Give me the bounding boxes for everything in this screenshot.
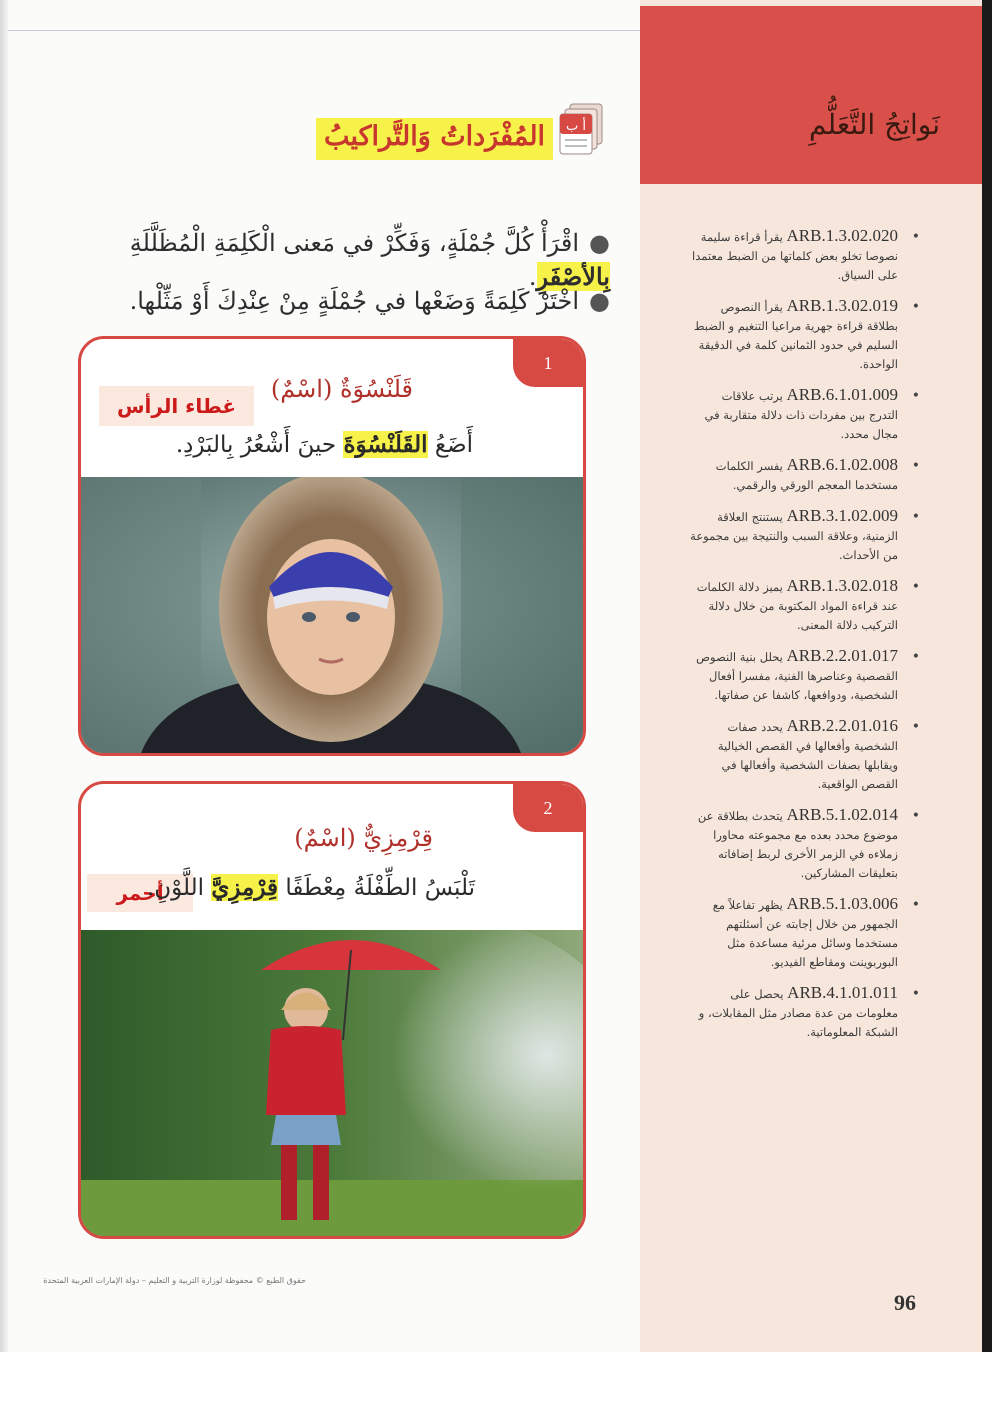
bullet-icon: • xyxy=(911,808,920,824)
bullet-icon: • xyxy=(911,897,920,913)
outcome-item: • ARB.1.3.02.019 يقرأ النصوص بطلاقة قراءة جهرية مراعيا التنغيم و الضبط السليم في حدود الثمانين كلمة في الدقيقة الواحدة. xyxy=(693,296,920,371)
outcome-item: • ARB.1.3.02.018 يميز دلالة الكلمات عند قراءة المواد المكتوبة من خلال دلالة التركيب دلالة المعنى. xyxy=(696,576,920,632)
vocabulary-cards-icon xyxy=(556,102,606,156)
vocab-card-1 xyxy=(78,336,586,756)
highlighted-word: بِالأصْفَرِ xyxy=(536,262,610,291)
bullet-icon: • xyxy=(911,458,920,474)
vocab-card-2 xyxy=(78,781,586,1239)
svg-text:أ ب: أ ب xyxy=(566,119,586,134)
vocab-word: قِرْمِزِيٌّ (اسْمٌ) xyxy=(294,824,433,852)
outcome-item: • ARB.1.3.02.020 يقرأ قراءة سليمة نصوصا تخلو بعض كلماتها من الضبط معتمدا على السياق. xyxy=(692,226,920,282)
learning-outcomes-title: نَواتِجُ التَّعَلُّمِ xyxy=(809,108,940,141)
page-number: 96 xyxy=(894,1290,916,1315)
gloss-box: غطاء الرأس xyxy=(99,386,254,426)
example-sentence: أَضَعُ القَلَنْسُوَةَ حينَ أَشْعُرُ بِالبَرْدِ. xyxy=(175,431,473,458)
copyright-note: حقوق الطبع © محفوظة لوزارة التربية و التعليم – دولة الإمارات العربية المتحدة xyxy=(43,1276,306,1285)
girl-with-red-umbrella-photo xyxy=(81,930,583,1236)
page-bottom-margin xyxy=(0,1352,992,1403)
outcome-item: • ARB.3.1.02.009 يستنتج العلاقة الزمنية، وعلاقة السبب والنتيجة بين مجموعة من الأحداث. xyxy=(690,506,920,562)
page-right-edge xyxy=(982,0,992,1403)
outcome-item: • ARB.5.1.02.014 يتحدث بطلاقة عن موضوع محدد بعده مع مجموعته محاورا زملاءه في الزمر الأخرى لربط إضافاته بتعليقات المشاركين. xyxy=(697,805,920,880)
bullet-icon: • xyxy=(911,986,920,1002)
outcome-item: • ARB.6.1.01.009 يرتب علاقات التدرج بين مفردات ذات دلالة متقاربة في مجال محدد. xyxy=(704,385,920,441)
top-rule xyxy=(8,30,640,31)
section-title: المُفْرَداتُ وَالتَّراكيبُ xyxy=(316,118,553,160)
outcome-item: • ARB.4.1.01.011 يحصل على معلومات من عدة مصادر مثل المقابلات، و الشبكة المعلوماتية. xyxy=(698,983,920,1039)
card-number-badge: 1 xyxy=(513,339,583,387)
bullet-icon: ● xyxy=(589,287,610,315)
bullet-icon: • xyxy=(911,649,920,665)
gloss-box: أحمر xyxy=(87,874,193,912)
example-sentence: تَلْبَسُ الطِّفْلَةُ مِعْطَفًا قِرْمِزِيَّ اللَّوْنِ. xyxy=(146,874,475,901)
instruction-2: ●اخْتَرْ كَلِمَةً وَضَعْها في جُمْلَةٍ مِنْ عِنْدِكَ أَوْ مَثِّلْها. xyxy=(129,287,610,315)
bullet-icon: ● xyxy=(589,229,610,257)
bullet-icon: • xyxy=(911,388,920,404)
bullet-icon: • xyxy=(911,719,920,735)
instruction-1: ●اقْرَأْ كُلَّ جُمْلَةٍ، وَفَكِّرْ في مَعنى الْكَلِمَةِ الْمُظَلَّلَةِ بِالأصْفَرِ. xyxy=(129,229,610,291)
highlighted-word: القَلَنْسُوَةَ xyxy=(343,431,428,458)
page-binding-edge xyxy=(0,0,8,1403)
card-number-badge: 2 xyxy=(513,784,583,832)
bullet-icon: • xyxy=(911,579,920,595)
bullet-icon: • xyxy=(911,229,920,245)
highlighted-word: قِرْمِزِيَّ xyxy=(211,874,279,901)
outcome-item: • ARB.2.2.01.017 يحلل بنية النصوص القصصية وعناصرها الفنية، مفسرا أفعال الشخصية، ودوافعها، كاشفا عن صفاتها. xyxy=(696,646,920,702)
bullet-icon: • xyxy=(911,509,920,525)
learning-outcomes-header xyxy=(640,6,984,184)
vocab-word: قَلَنْسُوَةٌ (اسْمٌ) xyxy=(270,375,413,403)
child-in-fur-hood-photo xyxy=(81,477,583,753)
learning-outcomes-list xyxy=(690,226,920,1053)
outcome-item: • ARB.6.1.02.008 يفسر الكلمات مستخدما المعجم الورقي والرقمي. xyxy=(715,455,920,492)
outcome-item: • ARB.2.2.01.016 يحدد صفات الشخصية وأفعالها في القصص الخيالية ويقابلها بصفات الشخصية وأفعالها في القصص الواقعية. xyxy=(717,716,920,791)
outcome-item: • ARB.5.1.03.006 يظهر تفاعلاً مع الجمهور من خلال إجابته عن أسئلتهم مستخدما وسائل مرئية مساعدة مثل البوربوينت ومقاطع الفيديو. xyxy=(712,894,920,969)
bullet-icon: • xyxy=(911,299,920,315)
